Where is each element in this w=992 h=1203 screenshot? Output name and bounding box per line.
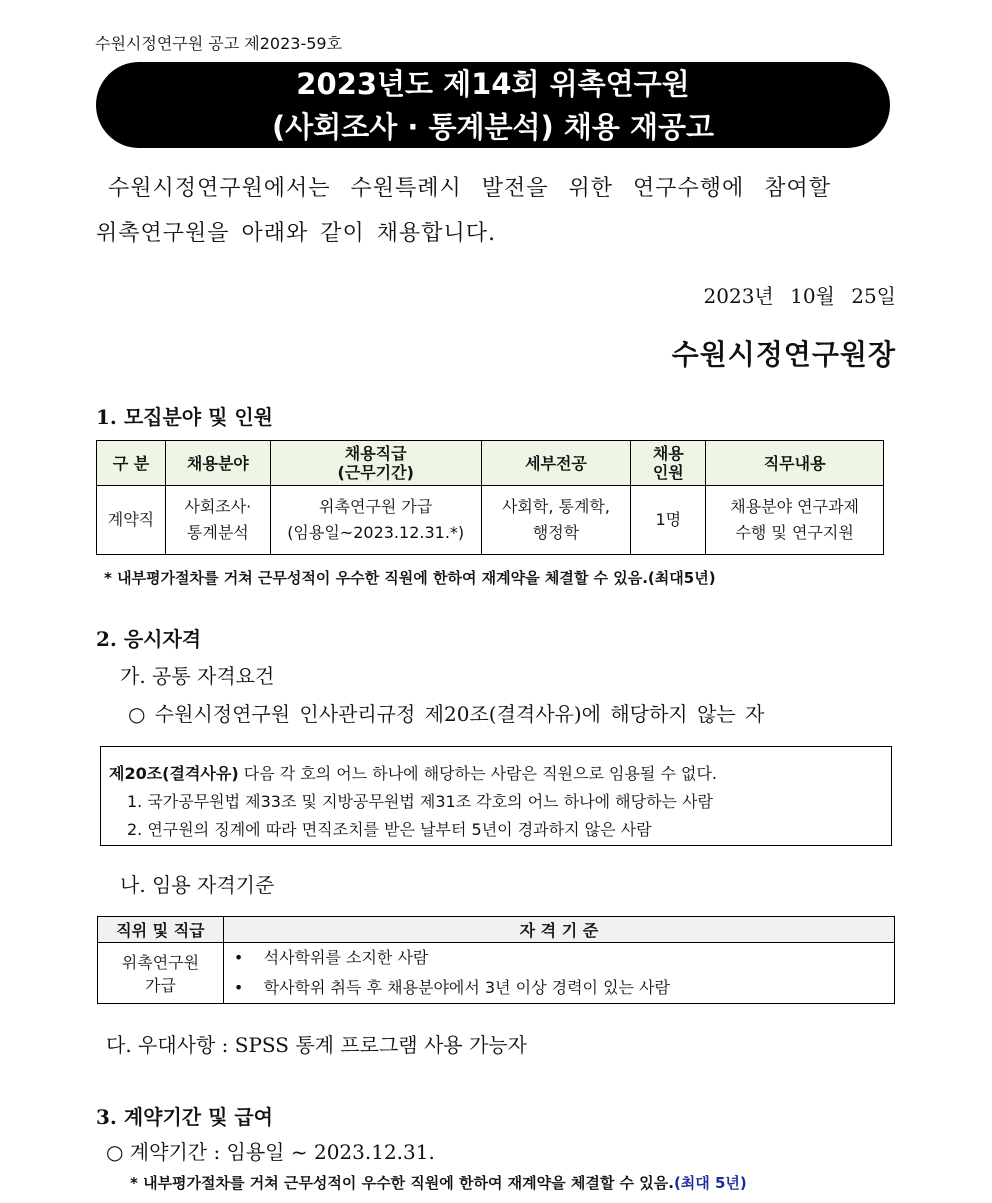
header-criteria: 자 격 기 준 bbox=[223, 917, 894, 943]
header-major: 세부전공 bbox=[481, 441, 631, 486]
disqualification-rule-box bbox=[100, 746, 892, 846]
table-header-row bbox=[98, 917, 895, 943]
title-line-1: 2023년도 제14회 위촉연구원 bbox=[296, 67, 690, 101]
header-grade: 채용직급 (근무기간) bbox=[270, 441, 481, 486]
title-line-2: (사회조사 · 통계분석) 채용 재공고 bbox=[271, 110, 715, 144]
notice-number: 수원시정연구원 공고 제2023-59호 bbox=[95, 34, 343, 53]
subsection-c-preference: 다. 우대사항 : SPSS 통계 프로그램 사용 가능자 bbox=[106, 1033, 527, 1057]
header-field: 채용분야 bbox=[165, 441, 270, 486]
list-item: • 석사학위를 소지한 사람 bbox=[233, 948, 429, 967]
header-count: 채용 인원 bbox=[631, 441, 706, 486]
cell-position: 위촉연구원 가급 bbox=[98, 943, 224, 1004]
table-row bbox=[97, 486, 884, 555]
cell-type: 계약직 bbox=[97, 486, 166, 555]
subsection-b-heading: 나. 임용 자격기준 bbox=[120, 873, 275, 897]
contract-period-item: ○ 계약기간 : 임용일 ~ 2023.12.31. bbox=[106, 1140, 435, 1164]
rule-item-1: 1. 국가공무원법 제33조 및 지방공무원법 제31조 각호의 어느 하나에 해당하는 사람 bbox=[127, 792, 713, 811]
table-row bbox=[98, 943, 895, 1004]
cell-criteria bbox=[223, 943, 894, 1004]
common-requirement-item: ○ 수원시정연구원 인사관리규정 제20조(결격사유)에 해당하지 않는 자 bbox=[128, 702, 765, 726]
table-header-row bbox=[97, 441, 884, 486]
cell-major: 사회학, 통계학, 행정학 bbox=[481, 486, 631, 555]
section-3-heading: 3. 계약기간 및 급여 bbox=[96, 1105, 274, 1129]
director-signature: 수원시정연구원장 bbox=[671, 338, 896, 371]
subsection-a-heading: 가. 공통 자격요건 bbox=[120, 664, 275, 688]
qualification-table bbox=[97, 916, 895, 1004]
rule-title: 제20조(결격사유) bbox=[109, 764, 239, 783]
cell-grade: 위촉연구원 가급 (임용일~2023.12.31.*) bbox=[270, 486, 481, 555]
intro-line-2: 위촉연구원을 아래와 같이 채용합니다. bbox=[96, 221, 497, 246]
cell-count: 1명 bbox=[631, 486, 706, 555]
recruitment-table bbox=[96, 440, 884, 555]
cell-duty: 채용분야 연구과제 수행 및 연구지원 bbox=[706, 486, 884, 555]
header-position: 직위 및 직급 bbox=[98, 917, 224, 943]
rule-text: 다음 각 호의 어느 하나에 해당하는 사람은 직원으로 임용될 수 없다. bbox=[243, 764, 717, 783]
header-duty: 직무내용 bbox=[706, 441, 884, 486]
cell-field: 사회조사· 통계분석 bbox=[165, 486, 270, 555]
title-banner bbox=[96, 62, 890, 148]
note-main-text: * 내부평가절차를 거쳐 근무성적이 우수한 직원에 한하여 재계약을 체결할 수 있음. bbox=[130, 1174, 674, 1192]
note-max-years: (최대 5년) bbox=[673, 1174, 747, 1192]
list-item: • 학사학위 취득 후 채용분야에서 3년 이상 경력이 있는 사람 bbox=[233, 978, 670, 997]
announcement-date: 2023년 10월 25일 bbox=[703, 284, 896, 308]
section-2-heading: 2. 응시자격 bbox=[96, 627, 202, 651]
rule-first-line bbox=[109, 761, 717, 784]
section-1-heading: 1. 모집분야 및 인원 bbox=[96, 405, 274, 429]
recontract-note: * 내부평가절차를 거쳐 근무성적이 우수한 직원에 한하여 재계약을 체결할 수 있음.(최대5년) bbox=[104, 569, 716, 587]
intro-line-1: 수원시정연구원에서는 수원특례시 발전을 위한 연구수행에 참여할 bbox=[108, 176, 832, 201]
rule-item-2: 2. 연구원의 징계에 따라 면직조치를 받은 날부터 5년이 경과하지 않은 사람 bbox=[127, 820, 652, 839]
header-category: 구 분 bbox=[97, 441, 166, 486]
recontract-note-2 bbox=[130, 1172, 747, 1193]
